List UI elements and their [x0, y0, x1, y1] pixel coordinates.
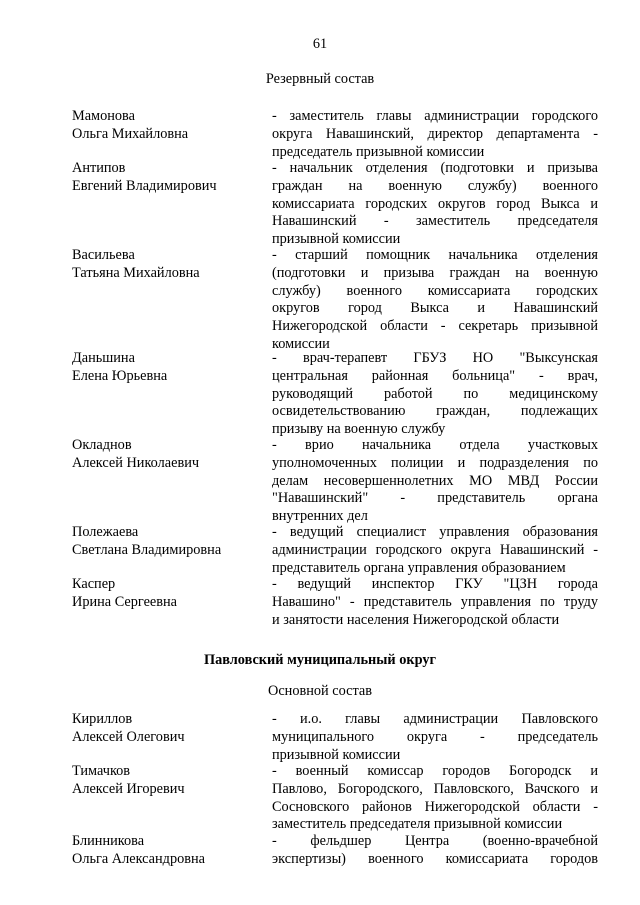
member-given-name: Алексей Олегович [72, 728, 185, 745]
member-surname: Блинникова [72, 833, 145, 849]
role-line: призыву на военную службу [272, 421, 446, 438]
member-given-name: Татьяна Михайловна [72, 264, 200, 281]
member-given-name: Ольга Александровна [72, 850, 205, 867]
role-line: Навашинский - заместитель председателя [272, 213, 598, 230]
role-line: Нижегородской области - секретарь призывной [272, 318, 598, 335]
member-given-name: Евгений Владимирович [72, 177, 217, 194]
section-subtitle-main: Основной состав [268, 683, 372, 699]
role-line: призывной комиссии [272, 746, 401, 763]
role-line: комиссариата городских округов город Выкса и [272, 195, 598, 212]
role-line: округа Навашинский, директор департамента - [272, 125, 598, 142]
page-number: 61 [312, 36, 328, 52]
member-name [72, 711, 262, 747]
role-line: освидетельствованию граждан, подлежащих [272, 403, 598, 420]
role-line: экспертизы) военного комиссариата городов [272, 850, 598, 867]
role-line: уполномоченных полиции и подразделения по [272, 454, 598, 471]
member-name [72, 576, 262, 612]
member-given-name: Светлана Владимировна [72, 541, 222, 558]
role-line: округов город Выкса и Навашинский [272, 300, 598, 317]
member-role [272, 833, 598, 869]
role-line: - ведущий специалист управления образования [272, 524, 598, 540]
member-role [272, 108, 598, 161]
role-line: председатель призывной комиссии [272, 143, 485, 160]
member-surname: Даньшина [72, 350, 135, 366]
member-name [72, 524, 262, 560]
role-line: граждан на военную службу) военного [272, 177, 598, 194]
role-line: призывной комиссии [272, 231, 401, 248]
member-role [272, 763, 598, 834]
member-name [72, 160, 262, 196]
member-given-name: Алексей Игоревич [72, 780, 185, 797]
role-line: Навашино" - представитель управления по труду [272, 593, 598, 610]
member-surname: Полежаева [72, 524, 139, 540]
member-given-name: Ирина Сергеевна [72, 593, 178, 610]
role-line: службу) военного комиссариата городских [272, 282, 598, 299]
role-line: - заместитель главы администрации городского [272, 108, 598, 124]
member-surname: Тимачков [72, 763, 131, 779]
role-line: - врио начальника отдела участковых [272, 437, 598, 453]
member-role [272, 160, 598, 249]
member-role [272, 247, 598, 354]
role-line: представитель органа управления образованием [272, 559, 566, 576]
member-name [72, 247, 262, 283]
role-line: - старший помощник начальника отделения [272, 247, 598, 263]
role-line: администрации городского округа Навашинский - [272, 541, 598, 558]
member-role [272, 524, 598, 577]
role-line: - и.о. главы администрации Павловского [272, 711, 598, 727]
member-role [272, 576, 598, 629]
member-surname: Антипов [72, 160, 126, 176]
role-line: - врач-терапевт ГБУЗ НО "Выксунская [272, 350, 598, 366]
member-name [72, 350, 262, 386]
member-role [272, 711, 598, 764]
role-line: заместитель председателя призывной комиссии [272, 816, 563, 833]
member-given-name: Ольга Михайловна [72, 125, 189, 142]
member-surname: Васильева [72, 247, 135, 263]
member-surname: Окладнов [72, 437, 132, 453]
role-line: руководящий работой по медицинскому [272, 385, 598, 402]
member-surname: Каспер [72, 576, 116, 592]
role-line: делам несовершеннолетних МО МВД России [272, 472, 598, 489]
role-line: муниципального округа - председатель [272, 728, 598, 745]
role-line: - начальник отделения (подготовки и призыва [272, 160, 598, 176]
member-role [272, 437, 598, 526]
member-name [72, 437, 262, 473]
section-subtitle-reserve: Резервный состав [265, 71, 375, 87]
role-line: - военный комиссар городов Богородск и [272, 763, 598, 779]
member-name [72, 108, 262, 144]
member-given-name: Елена Юрьевна [72, 367, 168, 384]
role-line: и занятости населения Нижегородской области [272, 611, 560, 628]
role-line: внутренних дел [272, 508, 368, 525]
role-line: "Навашинский" - представитель органа [272, 490, 598, 507]
role-line: - ведущий инспектор ГКУ "ЦЗН города [272, 576, 598, 592]
role-line: Сосновского районов Нижегородской области - [272, 798, 598, 815]
member-given-name: Алексей Николаевич [72, 454, 200, 471]
member-surname: Кириллов [72, 711, 133, 727]
member-role [272, 350, 598, 439]
member-name [72, 763, 262, 799]
role-line: центральная районная больница" - врач, [272, 367, 598, 384]
role-line: Павлово, Богородского, Павловского, Вачского и [272, 780, 598, 797]
member-surname: Мамонова [72, 108, 135, 124]
section-title-pavlovsky: Павловский муниципальный округ [203, 652, 437, 668]
role-line: - фельдшер Центра (военно-врачебной [272, 833, 598, 849]
role-line: (подготовки и призыва граждан на военную [272, 264, 598, 281]
role-line: комиссии [272, 335, 330, 352]
member-name [72, 833, 262, 869]
